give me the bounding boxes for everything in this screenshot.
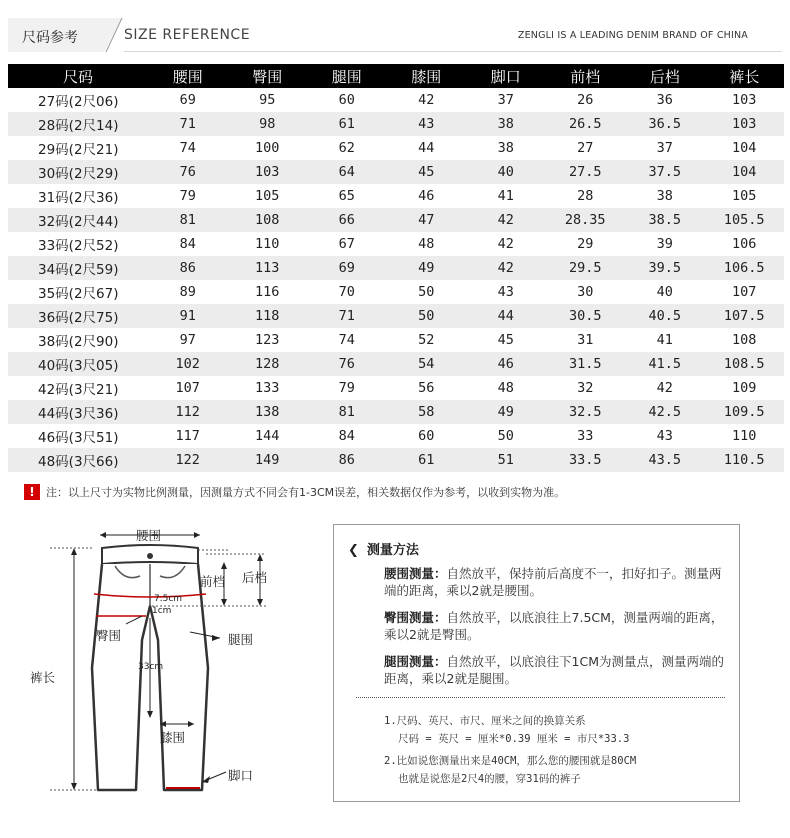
formula-line-4: 也就是说您是2尺4的腰，穿31码的裤子 (398, 773, 581, 785)
value-cell: 109 (732, 380, 757, 396)
value-cell: 43.5 (625, 448, 705, 472)
size-cell: 44码(3尺36) (8, 400, 148, 424)
value-cell: 71 (148, 112, 228, 136)
value-cell: 107.5 (705, 304, 785, 328)
size-cell: 29码(2尺21) (38, 142, 119, 158)
value-cell: 49 (466, 400, 546, 424)
value-cell: 42 (497, 236, 514, 252)
value-cell: 107 (732, 284, 757, 300)
column-header: 前档 (546, 64, 626, 88)
value-cell: 38 (656, 188, 673, 204)
value-cell: 46 (418, 188, 435, 204)
value-cell: 29.5 (546, 256, 626, 280)
value-cell: 76 (307, 352, 387, 376)
label-hip: 臀围 (96, 628, 122, 643)
method-waist-text: 自然放平，保持前后高度不一，扣好扣子。测量两端的距离，乘以2就是腰围。 (384, 566, 722, 598)
column-header: 后档 (625, 64, 705, 88)
value-cell: 32 (577, 380, 594, 396)
formula-line-1: 1.尺码、英尺、市尺、厘米之间的换算关系 (384, 715, 586, 727)
size-table (8, 64, 784, 472)
value-cell: 95 (259, 92, 276, 108)
value-cell: 74 (179, 140, 196, 156)
value-cell: 50 (418, 284, 435, 300)
table-row (8, 328, 784, 352)
value-cell: 138 (228, 400, 308, 424)
method-title-text: 测量方法 (366, 543, 419, 558)
value-cell: 108 (228, 208, 308, 232)
method-hip-label: 臀围测量： (384, 610, 447, 625)
size-cell: 46码(3尺51) (38, 430, 119, 446)
table-row (8, 304, 784, 328)
size-cell: 34码(2尺59) (8, 256, 148, 280)
value-cell: 37 (656, 140, 673, 156)
value-cell: 36.5 (625, 112, 705, 136)
dotted-divider (356, 697, 725, 698)
value-cell: 33.5 (546, 448, 626, 472)
value-cell: 81 (307, 400, 387, 424)
note-text: 注：以上尺寸为实物比例测量，因测量方式不同会有1-3CM误差，相关数据仅作为参考，以收到实物为准。 (46, 486, 566, 499)
column-header: 膝围 (387, 64, 467, 88)
chevron-left-icon: ❮ (348, 543, 359, 558)
label-33cm: 33cm (138, 662, 164, 672)
formula-line-2: 尺码 = 英尺 = 厘米*0.39 厘米 = 市尺*33.3 (398, 733, 630, 745)
value-cell: 39 (656, 236, 673, 252)
value-cell: 70 (338, 284, 355, 300)
value-cell: 37 (497, 92, 514, 108)
value-cell: 33 (577, 428, 594, 444)
value-cell: 42 (466, 256, 546, 280)
table-row (8, 424, 784, 448)
value-cell: 65 (338, 188, 355, 204)
size-cell: 35码(2尺67) (38, 286, 119, 302)
table-row (8, 208, 784, 232)
value-cell: 42 (656, 380, 673, 396)
value-cell: 105.5 (705, 208, 785, 232)
table-row (8, 184, 784, 208)
table-row (8, 88, 784, 112)
value-cell: 28.35 (546, 208, 626, 232)
label-knee: 膝围 (160, 730, 186, 745)
size-cell: 33码(2尺52) (38, 238, 119, 254)
method-waist (384, 565, 724, 599)
value-cell: 40 (656, 284, 673, 300)
value-cell: 104 (705, 160, 785, 184)
column-header: 腰围 (148, 64, 228, 88)
method-waist-label: 腰围测量： (384, 566, 447, 581)
value-cell: 67 (338, 236, 355, 252)
pants-measurement-diagram (30, 520, 310, 820)
value-cell: 41 (497, 188, 514, 204)
value-cell: 30.5 (546, 304, 626, 328)
value-cell: 110 (732, 428, 757, 444)
value-cell: 62 (338, 140, 355, 156)
value-cell: 144 (255, 428, 280, 444)
brand-tagline: ZENGLI IS A LEADING DENIM BRAND OF CHINA (517, 30, 748, 41)
method-thigh-label: 腿围测量： (384, 654, 447, 669)
label-length: 裤长 (30, 670, 56, 685)
value-cell: 74 (338, 332, 355, 348)
value-cell: 28 (577, 188, 594, 204)
value-cell: 79 (179, 188, 196, 204)
value-cell: 113 (228, 256, 308, 280)
value-cell: 43 (656, 428, 673, 444)
value-cell: 84 (179, 236, 196, 252)
value-cell: 27 (577, 140, 594, 156)
label-hem: 脚口 (228, 768, 254, 783)
value-cell: 38.5 (625, 208, 705, 232)
value-cell: 58 (387, 400, 467, 424)
value-cell: 64 (307, 160, 387, 184)
value-cell: 42 (418, 92, 435, 108)
value-cell: 48 (418, 236, 435, 252)
value-cell: 26 (577, 92, 594, 108)
table-row (8, 232, 784, 256)
value-cell: 56 (418, 380, 435, 396)
size-cell: 27码(2尺06) (38, 94, 119, 110)
table-row (8, 256, 784, 280)
value-cell: 38 (497, 140, 514, 156)
value-cell: 103 (705, 112, 785, 136)
column-header: 腿围 (307, 64, 387, 88)
value-cell: 27.5 (546, 160, 626, 184)
value-cell: 45 (497, 332, 514, 348)
label-1cm: 1cm (152, 606, 172, 616)
column-header: 脚口 (466, 64, 546, 88)
value-cell: 41 (656, 332, 673, 348)
value-cell: 61 (307, 112, 387, 136)
value-cell: 54 (387, 352, 467, 376)
value-cell: 105 (255, 188, 280, 204)
value-cell: 44 (466, 304, 546, 328)
column-header: 臀围 (228, 64, 308, 88)
value-cell: 45 (387, 160, 467, 184)
value-cell: 116 (255, 284, 280, 300)
size-cell: 36码(2尺75) (8, 304, 148, 328)
value-cell: 41.5 (625, 352, 705, 376)
value-cell: 50 (387, 304, 467, 328)
value-cell: 60 (338, 92, 355, 108)
table-row (8, 376, 784, 400)
value-cell: 100 (255, 140, 280, 156)
value-cell: 106.5 (705, 256, 785, 280)
pants-icon (30, 520, 310, 820)
value-cell: 38 (466, 112, 546, 136)
value-cell: 43 (497, 284, 514, 300)
label-back-rise: 后档 (242, 570, 268, 585)
value-cell: 106 (732, 236, 757, 252)
value-cell: 81 (148, 208, 228, 232)
page-header (0, 0, 790, 56)
value-cell: 76 (148, 160, 228, 184)
size-cell: 32码(2尺44) (8, 208, 148, 232)
value-cell: 39.5 (625, 256, 705, 280)
value-cell: 110.5 (705, 448, 785, 472)
value-cell: 107 (175, 380, 200, 396)
value-cell: 26.5 (546, 112, 626, 136)
disclaimer-note (24, 484, 565, 500)
value-cell: 60 (418, 428, 435, 444)
table-row (8, 400, 784, 424)
label-thigh: 腿围 (228, 632, 254, 647)
method-hip-text: 自然放平，以底浪往上7.5CM，测量两端的距离，乘以2就是臀围。 (384, 610, 724, 642)
value-cell: 71 (307, 304, 387, 328)
value-cell: 36 (656, 92, 673, 108)
value-cell: 46 (466, 352, 546, 376)
value-cell: 86 (148, 256, 228, 280)
value-cell: 98 (228, 112, 308, 136)
table-row (8, 136, 784, 160)
size-cell: 31码(2尺36) (38, 190, 119, 206)
measurement-method-box (333, 524, 740, 802)
header-rule (124, 51, 782, 52)
table-row (8, 112, 784, 136)
value-cell: 40 (466, 160, 546, 184)
label-front-rise: 前档 (200, 574, 226, 589)
value-cell: 69 (307, 256, 387, 280)
label-waist: 腰围 (136, 528, 162, 543)
title-zh: 尺码参考 (22, 30, 78, 46)
value-cell: 133 (255, 380, 280, 396)
value-cell: 102 (148, 352, 228, 376)
value-cell: 91 (148, 304, 228, 328)
value-cell: 89 (179, 284, 196, 300)
value-cell: 128 (228, 352, 308, 376)
value-cell: 32.5 (546, 400, 626, 424)
column-header: 尺码 (8, 64, 148, 88)
size-cell: 28码(2尺14) (8, 112, 148, 136)
label-7-5cm: 7.5cm (154, 594, 183, 604)
method-title (348, 539, 419, 558)
value-cell: 112 (148, 400, 228, 424)
size-cell: 38码(2尺90) (38, 334, 119, 350)
value-cell: 44 (418, 140, 435, 156)
value-cell: 42.5 (625, 400, 705, 424)
table-row (8, 448, 784, 472)
value-cell: 51 (466, 448, 546, 472)
value-cell: 86 (307, 448, 387, 472)
value-cell: 66 (307, 208, 387, 232)
value-cell: 109.5 (705, 400, 785, 424)
value-cell: 37.5 (625, 160, 705, 184)
value-cell: 52 (418, 332, 435, 348)
table-row (8, 160, 784, 184)
value-cell: 69 (179, 92, 196, 108)
value-cell: 103 (228, 160, 308, 184)
method-thigh (384, 653, 724, 687)
formula-line-3: 2.比如说您测量出来是40CM，那么您的腰围就是80CM (384, 755, 637, 767)
value-cell: 31 (577, 332, 594, 348)
column-header: 裤长 (705, 64, 785, 88)
table-header-row (8, 64, 784, 88)
value-cell: 118 (228, 304, 308, 328)
table-row (8, 280, 784, 304)
value-cell: 149 (228, 448, 308, 472)
value-cell: 122 (148, 448, 228, 472)
value-cell: 97 (179, 332, 196, 348)
value-cell: 50 (497, 428, 514, 444)
size-cell: 40码(3尺05) (8, 352, 148, 376)
value-cell: 84 (338, 428, 355, 444)
value-cell: 79 (338, 380, 355, 396)
size-cell: 42码(3尺21) (38, 382, 119, 398)
slash-divider-icon (104, 18, 126, 52)
size-cell: 30码(2尺29) (8, 160, 148, 184)
method-hip (384, 609, 724, 643)
table-row (8, 352, 784, 376)
title-en: SIZE REFERENCE (124, 27, 251, 43)
method-thigh-text: 自然放平，以底浪往下1CM为测量点，测量两端的距离，乘以2就是腿围。 (384, 654, 724, 686)
value-cell: 103 (732, 92, 757, 108)
value-cell: 29 (577, 236, 594, 252)
value-cell: 105 (732, 188, 757, 204)
value-cell: 108.5 (705, 352, 785, 376)
value-cell: 61 (387, 448, 467, 472)
value-cell: 117 (175, 428, 200, 444)
value-cell: 48 (497, 380, 514, 396)
warning-icon: ! (24, 484, 40, 500)
value-cell: 49 (387, 256, 467, 280)
value-cell: 108 (732, 332, 757, 348)
value-cell: 47 (387, 208, 467, 232)
value-cell: 104 (732, 140, 757, 156)
value-cell: 43 (387, 112, 467, 136)
value-cell: 31.5 (546, 352, 626, 376)
value-cell: 123 (255, 332, 280, 348)
size-cell: 48码(3尺66) (8, 448, 148, 472)
value-cell: 110 (255, 236, 280, 252)
value-cell: 42 (466, 208, 546, 232)
value-cell: 40.5 (625, 304, 705, 328)
value-cell: 30 (577, 284, 594, 300)
